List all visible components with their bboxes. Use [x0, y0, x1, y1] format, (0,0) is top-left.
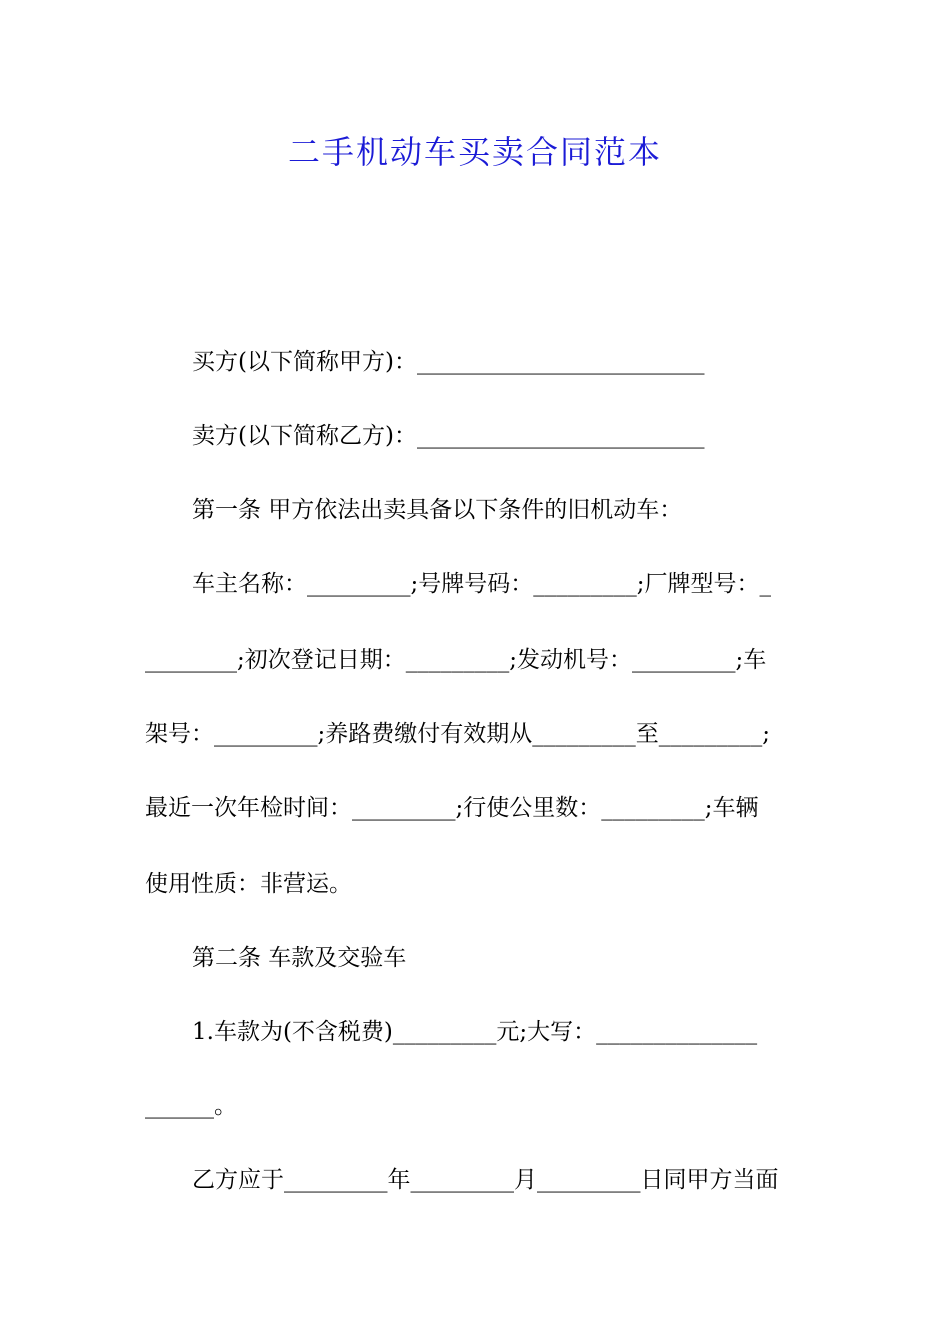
vehicle-info-line-1: 车主名称：_________;号牌号码：_________;厂牌型号：_ — [192, 571, 771, 597]
vehicle-info-line-2: ________;初次登记日期：_________;发动机号：_________;车 — [145, 647, 767, 673]
seller-line: 卖方(以下简称乙方)：_________________________ — [192, 423, 705, 449]
price-line-2: ______。 — [145, 1093, 237, 1119]
price-line-1: 1.车款为(不含税费)_________元;大写：______________ — [192, 1019, 758, 1045]
vehicle-info-line-5: 使用性质：非营运。 — [145, 871, 352, 897]
document-title: 二手机动车买卖合同范本 — [287, 133, 662, 171]
vehicle-info-line-3: 架号：_________;养路费缴付有效期从_________至_________; — [145, 721, 770, 747]
vehicle-info-line-4: 最近一次年检时间：_________;行使公里数：_________;车辆 — [145, 795, 759, 821]
article-one-heading: 第一条 甲方依法出卖具备以下条件的旧机动车： — [192, 497, 683, 523]
delivery-line: 乙方应于_________年_________月_________日同甲方当面 — [192, 1167, 779, 1193]
article-two-heading: 第二条 车款及交验车 — [192, 945, 407, 971]
buyer-line: 买方(以下简称甲方)：_________________________ — [192, 349, 705, 375]
